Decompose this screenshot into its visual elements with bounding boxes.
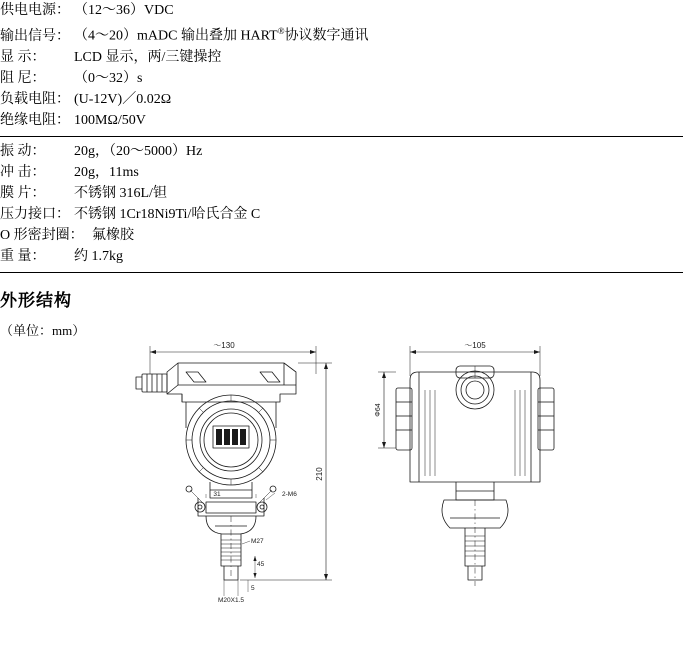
spec-row [0, 204, 683, 225]
divider [0, 136, 683, 137]
dim-screw-note: 2-M6 [282, 491, 297, 498]
spec-label: 显 示： [0, 49, 46, 65]
spec-label: 阻 尼： [0, 70, 46, 86]
spec-value: （0～32）s [74, 70, 143, 86]
spec-value: 不锈钢 316L/钽 [74, 185, 167, 201]
spec-value: 不锈钢 1Cr18Ni9Ti/哈氏合金 C [74, 206, 261, 222]
spec-row [0, 21, 683, 47]
dim-display-height: Φ64 [375, 403, 382, 417]
dim-total-height: 210 [315, 467, 324, 481]
spec-row [0, 141, 683, 162]
spec-row [0, 68, 683, 89]
dim-side-width: ～105 [464, 341, 486, 350]
spec-value: (U-12V)／0.02Ω [74, 91, 172, 107]
spec-value: 20g，（20～5000）Hz [74, 143, 203, 159]
spec-value: LCD 显示，两/三键操控 [74, 49, 222, 65]
spec-label: 绝缘电阻： [0, 112, 70, 128]
divider [0, 272, 683, 273]
spec-label: 振 动： [0, 143, 46, 159]
spec-label: 重 量： [0, 248, 46, 264]
spec-group-electrical [0, 0, 683, 133]
registered-mark: ® [277, 26, 285, 36]
dim-front-width: ～130 [213, 341, 235, 350]
spec-row [0, 225, 683, 246]
spec-label: 供电电源： [0, 3, 70, 18]
dim-bottom-offset: 5 [251, 585, 255, 592]
spec-label: 冲 击： [0, 164, 46, 180]
dim-thread-label: M27 [251, 538, 264, 545]
spec-value: 20g，11ms [74, 164, 139, 180]
spec-label: 膜 片： [0, 185, 46, 201]
spec-label: 压力接口： [0, 206, 70, 222]
spec-value: 约 1.7kg [74, 248, 123, 264]
spec-row [0, 162, 683, 183]
spec-value-post: 协议数字通讯 [284, 28, 369, 44]
specification-block [0, 0, 683, 277]
dim-base-width: 31 [213, 491, 221, 498]
spec-label: 负载电阻： [0, 91, 70, 107]
spec-row [0, 0, 683, 21]
dim-bottom-height: 45 [257, 561, 265, 568]
spec-value [74, 21, 683, 47]
spec-row [0, 110, 683, 131]
section-title: 外形结构 [0, 291, 72, 310]
spec-row [0, 47, 683, 68]
unit-note: （单位：mm） [0, 323, 86, 338]
dim-thread-bottom: M20X1.5 [217, 597, 245, 604]
spec-value: 100MΩ/50V [74, 112, 146, 128]
side-view [375, 341, 554, 586]
spec-label: O 形密封圈： [0, 227, 84, 243]
spec-label: 输出信号： [0, 28, 70, 44]
spec-row [0, 246, 683, 267]
spec-row [0, 183, 683, 204]
outline-drawing [120, 330, 680, 642]
spec-value: 氟橡胶 [92, 227, 134, 243]
spec-row [0, 89, 683, 110]
spec-value: （12～36）VDC [74, 3, 174, 18]
front-view [136, 341, 332, 604]
spec-group-mechanical [0, 141, 683, 269]
spec-value-pre: （4～20）mADC 输出叠加 HART [74, 28, 278, 44]
